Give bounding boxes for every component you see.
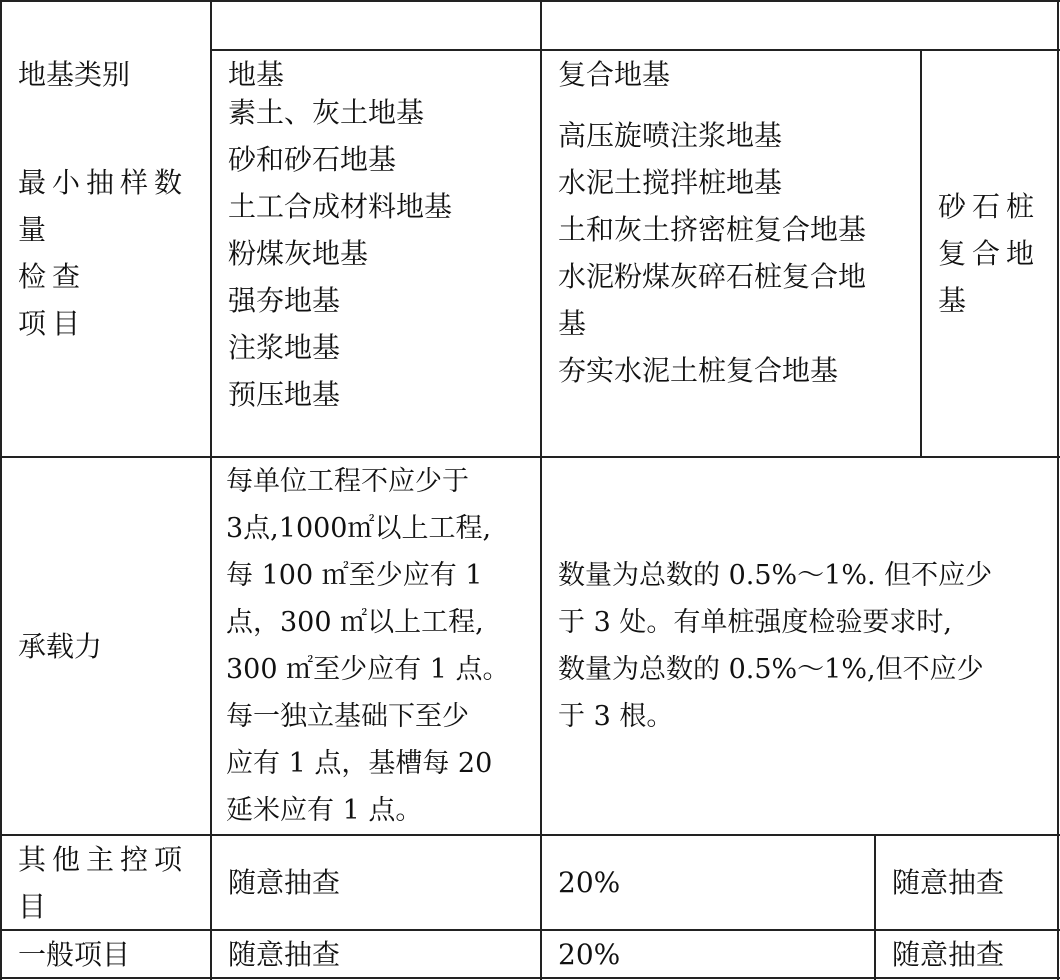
bearing-capacity-label: 承载力 [18,629,103,663]
header-composite: 复合地基 [558,58,671,91]
other-main-gravel: 随意抽查 [892,866,1005,899]
general-gravel: 随意抽查 [892,937,1005,971]
column-divider-1 [210,0,212,980]
table-border-right [1057,0,1059,980]
bearing-composite-text: 数量为总数的 0.5%～1%. 但不应少 于 3 处。有单桩强度检验要求时, 数量为总数的 0.5%～1%,但不应少 于 3 根。 [558,560,993,732]
min-sample-label: 最小抽样数 量 检查 项目 [18,166,189,340]
gravel-divider-bottom [874,835,876,980]
table-border-left [0,0,2,980]
general-composite: 20% [558,937,621,971]
composite-type-list: 高压旋喷注浆地基 水泥土搅拌桩地基 土和灰土挤密桩复合地基 水泥粉煤灰碎石桩复合地 基 夯实水泥土桩复合地基 [558,119,867,387]
header-category: 地基类别 [18,58,131,91]
foundation-type-list: 素土、灰土地基 砂和砂石地基 土工合成材料地基 粉煤灰地基 强夯地基 注浆地基 预压地基 [228,95,453,411]
bearing-foundation-text: 每单位工程不应少于 3点,1000㎡以上工程, 每 100 ㎡至少应有 1 点，300 ㎡以上工程, 300 ㎡至少应有 1 点。 每一独立基础下至少 应有 1 点，基槽每 20 延米应有 1 点。 [226,466,510,826]
gravel-divider-top [920,50,922,457]
general-foundation: 随意抽查 [228,937,341,971]
other-main-foundation: 随意抽查 [228,866,341,899]
other-main-composite: 20% [558,866,621,899]
gravel-pile-label: 砂石桩 复合地 基 [938,189,1041,317]
general-items-label: 一般项目 [18,937,131,971]
column-divider-2 [540,0,542,980]
header-foundation: 地基 [228,58,285,91]
other-main-label: 其他主控项 目 [18,842,189,923]
